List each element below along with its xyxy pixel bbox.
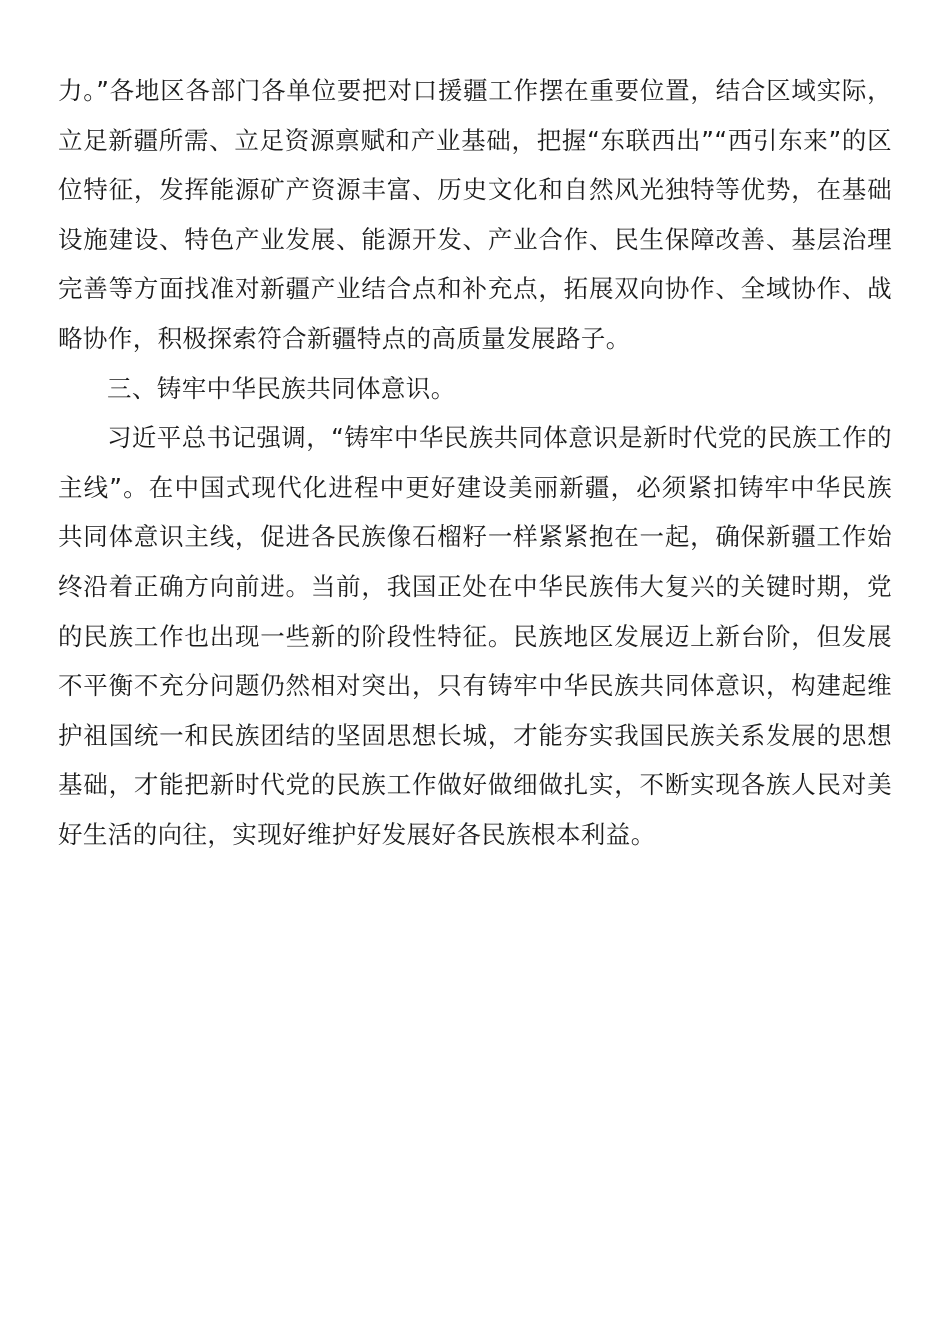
body-paragraph: 习近平总书记强调，“铸牢中华民族共同体意识是新时代党的民族工作的主线”。在中国式现代化进程中更好建设美丽新疆，必须紧扣铸牢中华民族共同体意识主线，促进各民族像石榴籽一样紧紧抱在一起，确保新疆工作始终沿着正确方向前进。当前，我国正处在中华民族伟大复兴的关键时期，党的民族工作也出现一些新的阶段性特征。民族地区发展迈上新台阶，但发展不平衡不充分问题仍然相对突出，只有铸牢中华民族共同体意识，构建起维护祖国统一和民族团结的坚固思想长城，才能夯实我国民族关系发展的思想基础，才能把新时代党的民族工作做好做细做扎实，不断实现各族人民对美好生活的向往，实现好维护好发展好各民族根本利益。 [58, 423, 892, 849]
section-heading: 三、铸牢中华民族共同体意识。 [107, 373, 456, 403]
document-page [58, 66, 892, 860]
body-paragraph-continued: 力。”各地区各部门各单位要把对口援疆工作摆在重要位置，结合区域实际，立足新疆所需、立足资源禀赋和产业基础，把握“东联西出”“西引东来”的区位特征，发挥能源矿产资源丰富、历史文化和自然风光独特等优势，在基础设施建设、特色产业发展、能源开发、产业合作、民生保障改善、基层治理完善等方面找准对新疆产业结合点和补充点，拓展双向协作、全域协作、战略协作，积极探索符合新疆特点的高质量发展路子。 [58, 76, 892, 353]
